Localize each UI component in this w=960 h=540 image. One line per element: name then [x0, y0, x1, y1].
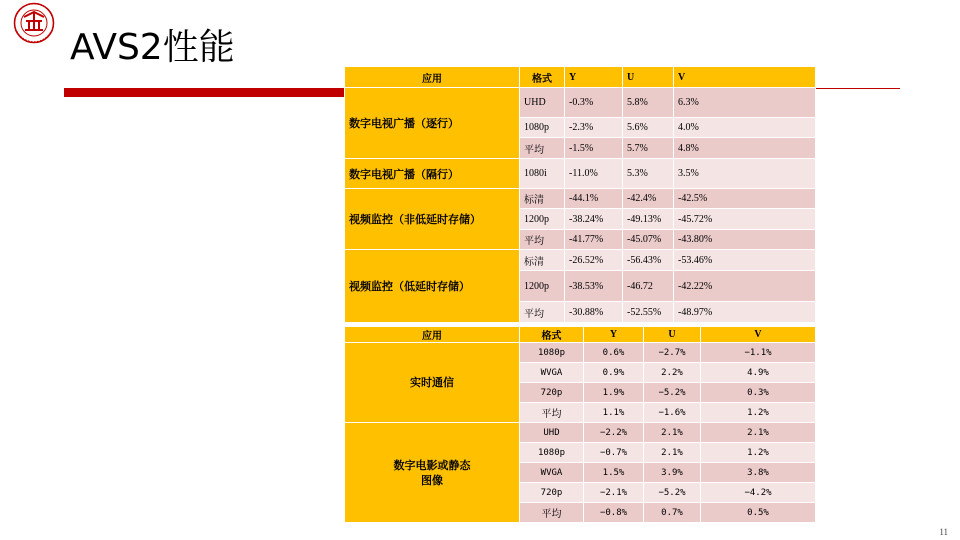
y-cell: −2.2% — [584, 423, 644, 443]
v-cell: -42.22% — [674, 271, 816, 302]
v-cell: 0.5% — [701, 503, 816, 523]
v-cell: 1.2% — [701, 403, 816, 423]
u-cell: -45.07% — [623, 230, 674, 250]
table-header-row — [345, 67, 816, 88]
y-cell: -0.3% — [565, 88, 623, 118]
u-cell: −1.6% — [644, 403, 701, 423]
y-cell: −0.8% — [584, 503, 644, 523]
v-cell: 1.2% — [701, 443, 816, 463]
y-cell: -30.88% — [565, 302, 623, 323]
format-cell: 平均 — [520, 503, 584, 523]
title-underline-bar — [64, 88, 346, 97]
u-cell: -56.43% — [623, 250, 674, 271]
application-cell: 视频监控（低延时存储） — [345, 250, 520, 323]
v-cell: 2.1% — [701, 423, 816, 443]
y-cell: -2.3% — [565, 118, 623, 138]
slide-title: AVS2性能 — [70, 27, 235, 68]
format-cell: WVGA — [520, 363, 584, 383]
application-cell — [345, 423, 520, 523]
performance-table-2 — [344, 326, 816, 523]
table-row — [345, 88, 816, 118]
v-cell: -43.80% — [674, 230, 816, 250]
header-y: Y — [565, 67, 623, 88]
y-cell: −2.1% — [584, 483, 644, 503]
u-cell: 0.7% — [644, 503, 701, 523]
v-cell: 3.5% — [674, 159, 816, 189]
y-cell: 0.9% — [584, 363, 644, 383]
table-row — [345, 343, 816, 363]
format-cell: 1200p — [520, 271, 565, 302]
format-cell: 720p — [520, 483, 584, 503]
format-cell: 平均 — [520, 230, 565, 250]
u-cell: -46.72 — [623, 271, 674, 302]
u-cell: 5.7% — [623, 138, 674, 159]
y-cell: -38.24% — [565, 209, 623, 230]
y-cell: -1.5% — [565, 138, 623, 159]
header-v: V — [701, 327, 816, 343]
header-format: 格式 — [520, 327, 584, 343]
format-cell: 1080p — [520, 118, 565, 138]
v-cell: -42.5% — [674, 189, 816, 209]
table-row — [345, 189, 816, 209]
university-logo — [3, 2, 65, 44]
performance-table-1 — [344, 66, 816, 323]
y-cell: −0.7% — [584, 443, 644, 463]
v-cell: -53.46% — [674, 250, 816, 271]
u-cell: 5.8% — [623, 88, 674, 118]
format-cell: 标清 — [520, 189, 565, 209]
v-cell: 6.3% — [674, 88, 816, 118]
v-cell: -48.97% — [674, 302, 816, 323]
application-cell: 视频监控（非低延时存储） — [345, 189, 520, 250]
u-cell: -52.55% — [623, 302, 674, 323]
y-cell: -11.0% — [565, 159, 623, 189]
u-cell: 5.3% — [623, 159, 674, 189]
u-cell: 3.9% — [644, 463, 701, 483]
application-cell: 数字电视广播（隔行） — [345, 159, 520, 189]
table-row — [345, 250, 816, 271]
y-cell: 1.5% — [584, 463, 644, 483]
y-cell: -41.77% — [565, 230, 623, 250]
u-cell: 2.2% — [644, 363, 701, 383]
v-cell: 4.8% — [674, 138, 816, 159]
v-cell: 4.9% — [701, 363, 816, 383]
u-cell: -49.13% — [623, 209, 674, 230]
u-cell: −5.2% — [644, 383, 701, 403]
format-cell: UHD — [520, 88, 565, 118]
application-label: 数字电影或静态图像 — [393, 458, 471, 487]
u-cell: 2.1% — [644, 423, 701, 443]
table-header-row — [345, 327, 816, 343]
header-application: 应用 — [345, 67, 520, 88]
page-number: 11 — [939, 527, 948, 537]
format-cell: 1080p — [520, 343, 584, 363]
header-v: V — [674, 67, 816, 88]
y-cell: 1.1% — [584, 403, 644, 423]
header-application: 应用 — [345, 327, 520, 343]
format-cell: 1200p — [520, 209, 565, 230]
y-cell: -44.1% — [565, 189, 623, 209]
y-cell: 0.6% — [584, 343, 644, 363]
format-cell: UHD — [520, 423, 584, 443]
title-underline-line — [814, 88, 900, 89]
format-cell: 720p — [520, 383, 584, 403]
y-cell: -26.52% — [565, 250, 623, 271]
v-cell: −4.2% — [701, 483, 816, 503]
y-cell: -38.53% — [565, 271, 623, 302]
format-cell: 平均 — [520, 302, 565, 323]
u-cell: 2.1% — [644, 443, 701, 463]
format-cell: 平均 — [520, 138, 565, 159]
format-cell: 1080p — [520, 443, 584, 463]
u-cell: 5.6% — [623, 118, 674, 138]
v-cell: −1.1% — [701, 343, 816, 363]
format-cell: 1080i — [520, 159, 565, 189]
format-cell: WVGA — [520, 463, 584, 483]
format-cell: 平均 — [520, 403, 584, 423]
header-u: U — [644, 327, 701, 343]
table-row — [345, 423, 816, 443]
table-row — [345, 159, 816, 189]
v-cell: -45.72% — [674, 209, 816, 230]
header-y: Y — [584, 327, 644, 343]
y-cell: 1.9% — [584, 383, 644, 403]
application-cell: 实时通信 — [345, 343, 520, 423]
v-cell: 0.3% — [701, 383, 816, 403]
v-cell: 4.0% — [674, 118, 816, 138]
u-cell: −5.2% — [644, 483, 701, 503]
header-format: 格式 — [520, 67, 565, 88]
application-cell: 数字电视广播（逐行） — [345, 88, 520, 159]
header-u: U — [623, 67, 674, 88]
u-cell: -42.4% — [623, 189, 674, 209]
v-cell: 3.8% — [701, 463, 816, 483]
u-cell: −2.7% — [644, 343, 701, 363]
format-cell: 标清 — [520, 250, 565, 271]
